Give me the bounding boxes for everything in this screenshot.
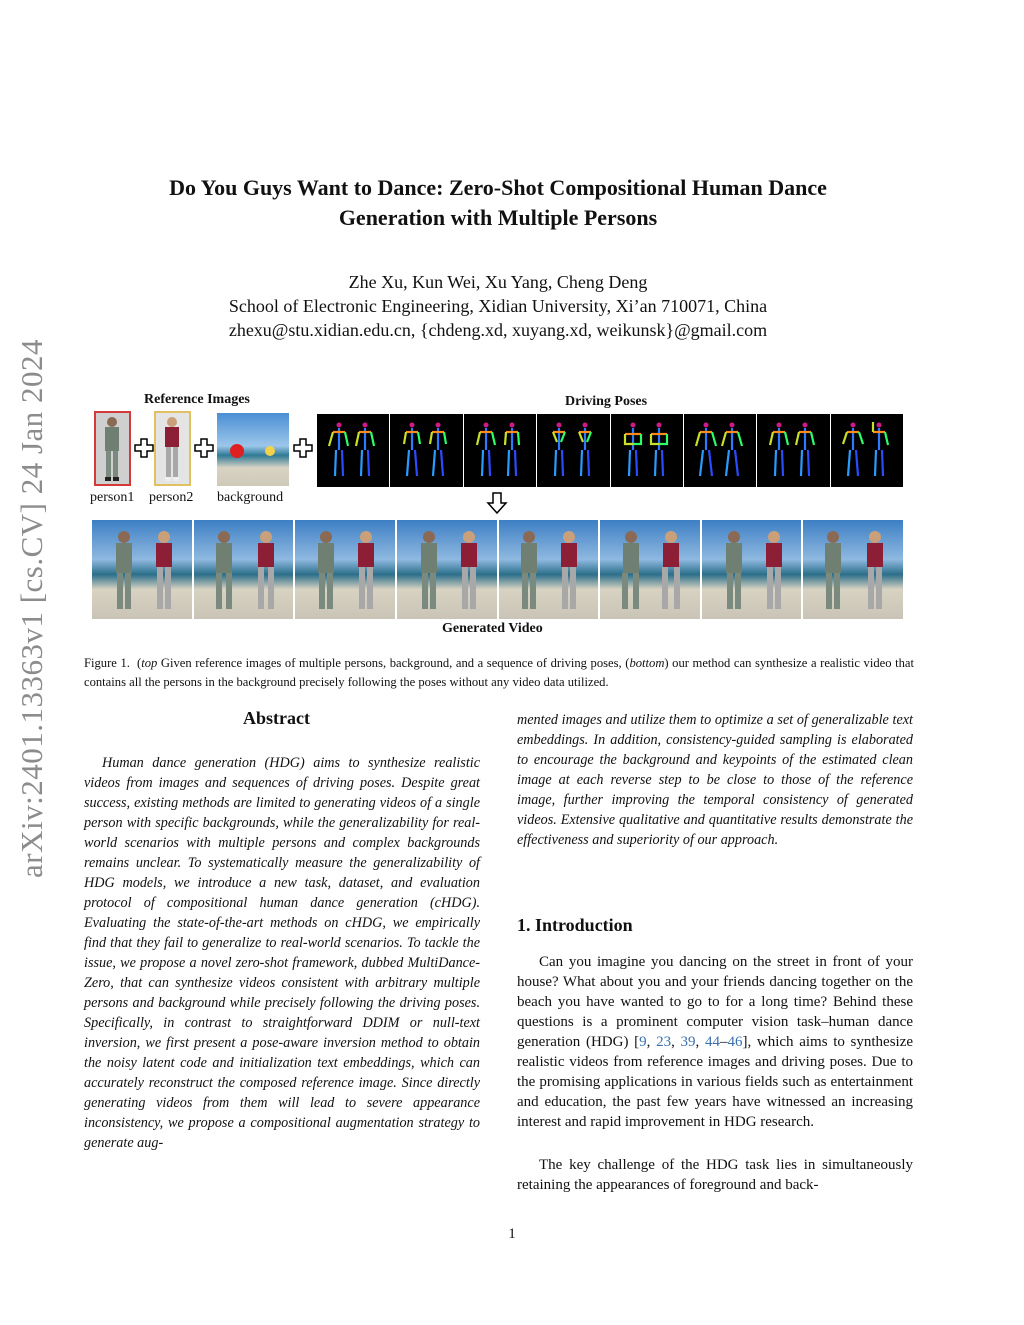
abstract-body: Human dance generation (HDG) aims to synthesize realistic videos from images and sequences of driving poses. Despite great success, existing methods are limited to generating videos of a single person with specific backgrounds, while the generalizability for real-world scenarios with multiple persons and complex backgrounds remains unclear. To systematically measure the generalizability of HDG models, we introduce a new task, dataset, and evaluation protocol of compositional human dance generation (cHDG). Evaluating the state-of-the-art methods on cHDG, we empirically find that they fail to generalize to real-world scenarios. To tackle the issue, we propose a novel zero-shot framework, dubbed MultiDance-Zero, that can synthesize videos consistent with arbitrary multiple persons and background while precisely following the driving poses. Specifically, in contrast to straightforward DDIM or null-text inversion, we first present a pose-aware inversion method to obtain the noisy latent code and initialization text embeddings, which can accurately reconstruct the composed reference image. Since directly generating videos from them will lead to severe appearance inconsistency, we propose a compositional augmentation strategy to generate aug- xyxy=(84,755,480,1151)
video-frame xyxy=(499,520,599,619)
arxiv-side-stamp: arXiv:2401.13363v1 [cs.CV] 24 Jan 2024 xyxy=(14,338,49,878)
pose-frame xyxy=(757,414,829,487)
title-line-1: Do You Guys Want to Dance: Zero-Shot Compositional Human Dance xyxy=(169,175,827,200)
author-names: Zhe Xu, Kun Wei, Xu Yang, Cheng Deng xyxy=(348,272,648,292)
video-frame xyxy=(295,520,395,619)
driving-pose-strip xyxy=(317,414,903,487)
person2-image xyxy=(154,411,191,486)
plus-icon xyxy=(134,438,154,458)
caption-end: ) our method can synthesize a realistic video that contains all the persons in the background precisely following the poses without any video data utilized. xyxy=(84,656,914,689)
intro-paragraph-1: Can you imagine you dancing on the street in front of your house? What about you and your friends dancing together on the beach you have wanted to go to for a long time? Behind these questions is a prominent computer vision task–human dance generation (HDG) [9, 23, 39, 44–46], which aims to synthesize realistic videos from reference images and driving poses. Due to the promising applications in various fields such as entertainment and education, the past few years have witnessed an increasing interest and rapid improvement in HDG research. xyxy=(517,954,914,1130)
paper-title xyxy=(120,173,876,233)
plus-icon xyxy=(194,438,214,458)
citation-link[interactable]: 44 xyxy=(704,1034,720,1050)
generated-video-label: Generated Video xyxy=(442,621,543,636)
driving-poses-label: Driving Poses xyxy=(565,394,648,409)
pose-frame xyxy=(611,414,683,487)
title-line-2: Generation with Multiple Persons xyxy=(338,205,658,230)
citation-link[interactable]: 9 xyxy=(639,1034,647,1050)
video-frame xyxy=(803,520,903,619)
background-caption: background xyxy=(217,490,284,505)
plus-icon xyxy=(293,438,313,458)
reference-images-label: Reference Images xyxy=(144,392,250,407)
page-number: 1 xyxy=(508,1226,516,1242)
citation-link[interactable]: 46 xyxy=(727,1034,743,1050)
person1-caption: person1 xyxy=(90,490,135,505)
pose-frame xyxy=(831,414,903,487)
caption-lead: Figure 1. xyxy=(84,656,130,670)
intro-p1-text-a: Can you imagine you dancing on the street in front of your house? What about you and your friends dancing together on the beach you have wanted to go to for a long time? Behind these questions is a prominent computer vision task–human dance generation (HDG) [ xyxy=(517,954,913,1050)
affiliation: School of Electronic Engineering, Xidian University, Xi’an 710071, China xyxy=(228,296,768,316)
intro-paragraph-2: The key challenge of the HDG task lies in simultaneously retaining the appearances of foreground and back- xyxy=(517,1157,913,1193)
introduction-heading: 1. Introduction xyxy=(517,915,633,935)
author-emails: zhexu@stu.xidian.edu.cn, {chdeng.xd, xuyang.xd, weikunsk}@gmail.com xyxy=(228,320,768,340)
video-frame xyxy=(600,520,700,619)
generated-video-strip xyxy=(92,520,903,619)
video-frame xyxy=(397,520,497,619)
author-block xyxy=(120,270,876,342)
caption-bottom: bottom xyxy=(629,656,665,670)
intro-p1-text-b: ], which aims to synthesize realistic videos from reference images and driving poses. Due to the promising applications in various fields such as entertainment and education, the past few years have witnessed an increasing interest and rapid improvement in HDG research. xyxy=(517,1034,914,1130)
caption-top: top xyxy=(141,656,158,670)
video-frame xyxy=(702,520,802,619)
citation-link[interactable]: 23 xyxy=(656,1034,672,1050)
pose-frame xyxy=(390,414,462,487)
caption-mid: Given reference images of multiple persons, background, and a sequence of driving poses, ( xyxy=(157,656,630,670)
abstract-continuation: mented images and utilize them to optimize a set of generalizable text embeddings. In addition, consistency-guided sampling is elaborated to encourage the background and keypoints of the estimated clean image at each reverse step to be close to those of the reference image, further improving the temporal consistency of generated videos. Extensive qualitative and quantitative results demonstrate the effectiveness and superiority of our approach. xyxy=(517,712,913,848)
person1-image xyxy=(94,411,131,486)
person2-caption: person2 xyxy=(149,490,194,505)
citation-link[interactable]: 39 xyxy=(680,1034,696,1050)
video-frame xyxy=(194,520,294,619)
video-frame xyxy=(92,520,192,619)
abstract-heading: Abstract xyxy=(243,708,310,728)
pose-frame xyxy=(684,414,756,487)
pose-frame xyxy=(464,414,536,487)
pose-frame xyxy=(317,414,389,487)
figure-caption: Figure 1. (top Given reference images of multiple persons, background, and a sequence of driving poses, (bottom) our method can synthesize a realistic video that contains all the persons in the background precisely following the poses without any video data utilized. xyxy=(84,656,914,689)
pose-frame xyxy=(537,414,609,487)
down-arrow-icon xyxy=(486,492,508,514)
background-image xyxy=(217,413,289,486)
